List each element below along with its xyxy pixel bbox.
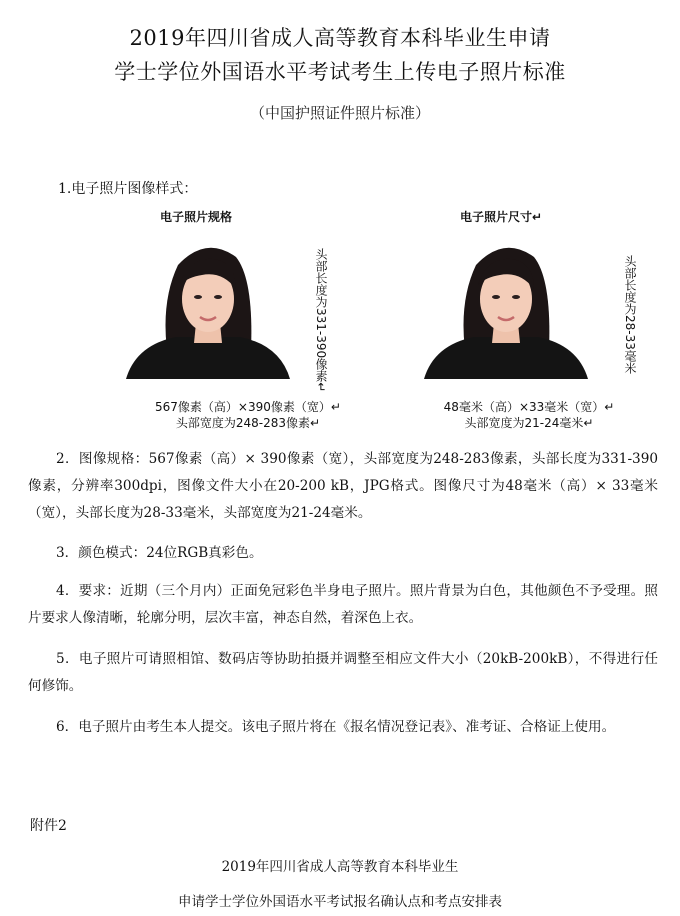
title-line-1: 2019年四川省成人高等教育本科毕业生申请: [129, 26, 551, 50]
left-size-line-2: 头部宽度为248-283像素↵: [175, 416, 321, 430]
paragraph-5: 5．电子照片可请照相馆、数码店等协助拍摄并调整至相应文件大小（20kB-200kB），不得进行任何修饰。: [28, 651, 658, 694]
title-line-2: 学士学位外国语水平考试考生上传电子照片标准: [114, 60, 566, 84]
subtitle: （中国护照证件照片标准）: [249, 104, 430, 122]
appendix-title-line-1: 2019年四川省成人高等教育本科毕业生: [221, 859, 459, 875]
left-sample-photo: [118, 237, 298, 383]
left-head-length-label: 头部长度为331-390像素↵: [314, 248, 328, 393]
portrait-photo-right: [416, 237, 596, 379]
right-head-length-label: 头部长度为28-33毫米: [623, 255, 637, 374]
appendix-title-line-2: 申请学士学位外国语水平考试报名确认点和考点安排表: [178, 894, 502, 910]
section-1-heading: 1.电子照片图像样式：: [58, 181, 198, 197]
paragraph-2: 2．图像规格：567像素（高）× 390像素（宽），头部宽度为248-283像素，头部长度为331-390像素，分辨率300dpi，图像文件大小在20-200 kB，JPG格式。图像尺寸为48毫米（高）× 33毫米（宽），头部长度为28-33毫米，头部宽度为21-24毫米。: [28, 451, 658, 521]
right-size-line-1: 48毫米（高）×33毫米（宽）↵: [443, 400, 615, 414]
paragraph-3: 3．颜色模式：24位RGB真彩色。: [56, 545, 263, 561]
appendix-label: 附件2: [30, 818, 67, 834]
right-size-line-2: 头部宽度为21-24毫米↵: [464, 416, 594, 430]
left-photo-caption: 电子照片规格: [160, 210, 233, 224]
paragraph-6: 6．电子照片由考生本人提交。该电子照片将在《报名情况登记表》、准考证、合格证上使用。: [56, 719, 616, 735]
portrait-photo-left: [118, 237, 298, 379]
paragraph-4: 4．要求：近期（三个月内）正面免冠彩色半身电子照片。照片背景为白色，其他颜色不予受理。照片要求人像清晰，轮廓分明，层次丰富，神态自然，着深色上衣。: [28, 583, 658, 626]
right-photo-caption: 电子照片尺寸↵: [460, 210, 543, 224]
left-size-line-1: 567像素（高）×390像素（宽）↵: [155, 400, 341, 414]
right-sample-photo: [416, 237, 596, 383]
